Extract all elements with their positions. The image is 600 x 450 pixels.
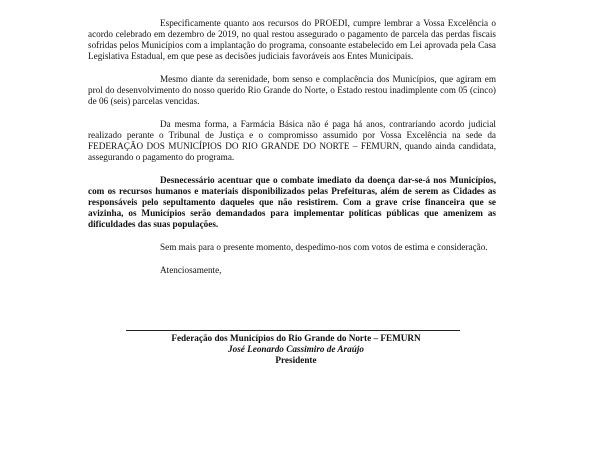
- signature-name: José Leonardo Cassimiro de Araújo: [228, 344, 364, 354]
- signature-organization: Federação dos Municípios do Rio Grande do Norte – FEMURN: [171, 333, 421, 343]
- paragraph-inadimplencia: Mesmo diante da serenidade, bom senso e complacência dos Municípios, que agiram em prol do desenvolvimento do nosso querido Rio Grande do Norte, o Estado restou inadimplente com 05 (cinco) de 06 (seis) parcelas vencidas.: [88, 74, 496, 106]
- letter-body: [88, 18, 496, 276]
- paragraph-despedida: Sem mais para o presente momento, despedimo-nos com votos de estima e consideração.: [160, 242, 488, 252]
- signature-block: [90, 333, 502, 366]
- paragraph-proedi: Especificamente quanto aos recursos do PROEDI, cumpre lembrar a Vossa Excelência o acordo celebrado em dezembro de 2019, no qual restou assegurado o pagamento de parcela das perdas fiscais sofridas pelos Municípios com a implantação do programa, consoante estabelecido em Lei aprovada pela Casa Legislativa Estadual, em que pese as decisões judiciais favoráveis aos Entes Municipais.: [88, 18, 496, 61]
- signature-title: Presidente: [275, 355, 317, 365]
- paragraph-combate-doenca: Desnecessário acentuar que o combate imediato da doença dar-se-á nos Municípios, com os recursos humanos e materiais disponibilizados pelas Prefeituras, além de serem as Cidades as responsáveis pelo sepultamento daqueles que não resistirem. Com a grave crise financeira que se avizinha, os Municípios serão demandados para implementar políticas públicas que amenizem as dificuldades das suas populações.: [88, 175, 496, 229]
- paragraph-farmacia-basica: Da mesma forma, a Farmácia Básica não é paga há anos, contrariando acordo judicial realizado perante o Tribunal de Justiça e o compromisso assumido por Vossa Excelência na sede da FEDERAÇÃO DOS MUNICÍPIOS DO RIO GRANDE DO NORTE – FEMURN, quando ainda candidata, assegurando o pagamento do programa.: [88, 119, 496, 162]
- signature-line: [126, 330, 460, 331]
- closing-salutation: Atenciosamente,: [160, 265, 222, 275]
